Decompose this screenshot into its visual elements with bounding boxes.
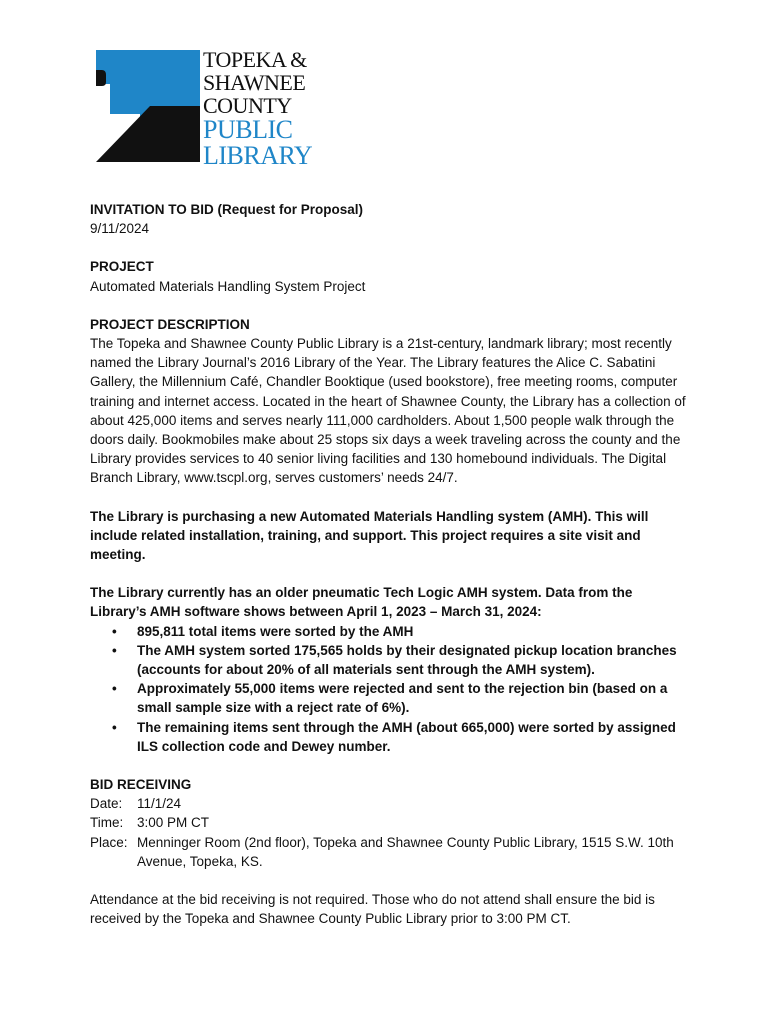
list-item: • 895,811 total items were sorted by the AMH [90,622,690,641]
list-item: • Approximately 55,000 items were rejected and sent to the rejection bin (based on a small sample size with a reject rate of 6%). [112,681,668,716]
description-body: The Topeka and Shawnee County Public Library is a 21st-century, landmark library; most recently named the Library Journal’s 2016 Library of the Year. The Library features the Alice C. Sabatini Gallery, the Millennium Café, Chandler Booktique (used bookstore), free meeting rooms, computer training and internet access. Located in the heart of Shawnee County, the Library has a collection of about 425,000 items and serves nearly 111,000 cardholders. About 1,500 people walk through the doors daily. Bookmobiles make about 25 stops six days a week traveling across the county and the Library provides services to 40 senior living facilities and 130 homebound individuals. The Digital Branch Library, www.tscpl.org, serves customers’ needs 24/7. [90,336,686,486]
project-heading: PROJECT [90,259,154,275]
logo-line-1: TOPEKA & [203,47,307,72]
document-date: 9/11/2024 [90,221,150,237]
bid-time-row [90,813,690,832]
logo-notch [96,70,106,86]
document-title: INVITATION TO BID (Request for Proposal) [90,202,364,217]
bullet-icon: • [112,642,117,658]
description-heading: PROJECT DESCRIPTION [90,316,250,332]
bid-time-value: 3:00 PM CT [137,815,210,831]
bid-date-value: 11/1/24 [137,796,182,812]
list-item: • The remaining items sent through the AMH (about 665,000) were sorted by assigned ILS collection code and Dewey number. [112,719,676,754]
bullet-icon: • [112,623,117,639]
document-body [90,200,690,929]
bullet-icon: • [112,681,117,697]
logo-line-3: COUNTY [203,93,292,118]
project-name: Automated Materials Handling System Project [90,278,366,294]
current-system-intro: The Library currently has an older pneumatic Tech Logic AMH system. Data from the Library’s AMH software shows between April 1, 2023 – March 31, 2024: [90,585,633,620]
list-item: • The AMH system sorted 175,565 holds by their designated pickup location branches (accounts for about 20% of all materials sent through the AMH system). [112,642,677,678]
attendance-paragraph: Attendance at the bid receiving is not required. Those who do not attend shall ensure the bid is received by the Topeka and Shawnee County Public Library prior to 3:00 PM CT. [90,892,655,927]
logo-line-2: SHAWNEE [203,70,306,95]
library-logo-wordmark [203,48,333,169]
amh-stats-list [90,622,690,756]
logo-line-4: PUBLIC [203,115,293,144]
purchase-paragraph: The Library is purchasing a new Automated Materials Handling system (AMH). This will include related installation, training, and support. This project requires a site visit and meeting. [90,508,649,563]
bid-date-row [90,794,690,813]
bid-place-row [90,833,690,871]
logo-black-base [96,106,200,162]
bid-place-value: Menninger Room (2nd floor), Topeka and Shawnee County Public Library, 1515 S.W. 10th Avenue, Topeka, KS. [137,834,674,869]
logo-line-5: LIBRARY [203,141,313,170]
bullet-icon: • [112,719,117,735]
bid-date-label: Date: [90,796,123,812]
bid-place-label: Place: [90,834,128,850]
bid-time-label: Time: [90,815,124,831]
bid-receiving-heading: BID RECEIVING [90,777,192,793]
